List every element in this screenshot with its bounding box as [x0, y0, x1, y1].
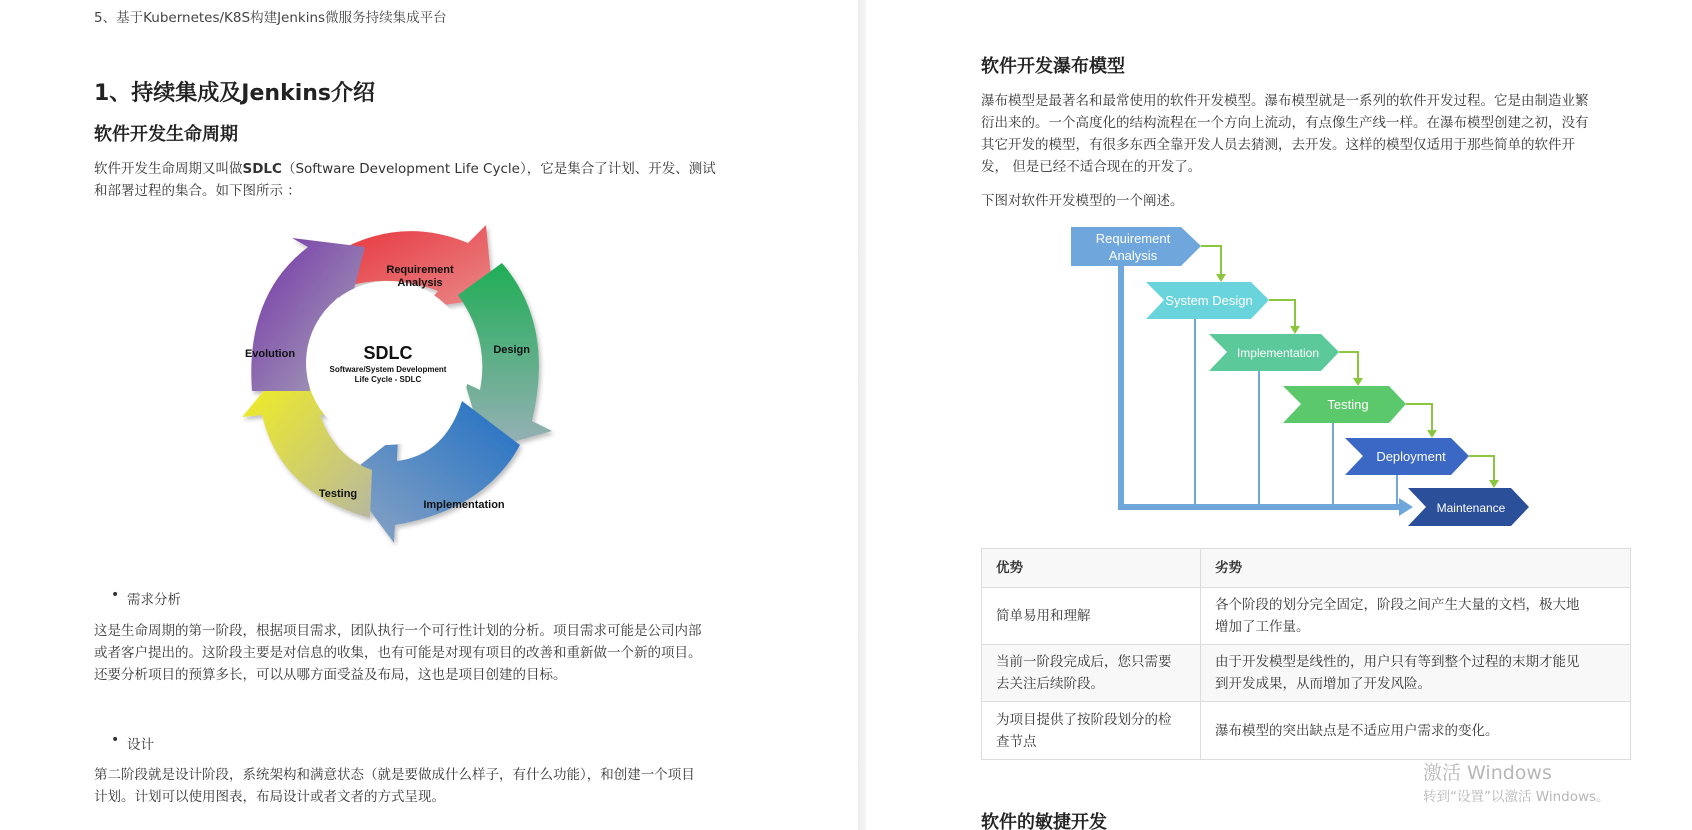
waterfall-connector-arrow-2: [1290, 326, 1300, 334]
waterfall-connector-2: [1269, 300, 1295, 330]
subsection-title-text: 软件开发生命周期: [94, 124, 238, 145]
sdlc-label-design: Design: [493, 344, 530, 356]
requirements-paragraph: [94, 620, 754, 686]
waterfall-connector-arrow-1: [1216, 274, 1226, 282]
bullet-design: [127, 733, 787, 753]
section-title-text: 1、持续集成及Jenkins介绍: [94, 81, 376, 106]
right-page: [866, 0, 1692, 830]
waterfall-step-system-design-label: System Design: [1165, 293, 1253, 308]
table-header-disadvantages: 劣势: [1201, 549, 1631, 588]
table-row: [982, 702, 1631, 760]
waterfall-connector-5: [1469, 456, 1494, 484]
req-line-1: 这是生命周期的第一阶段，根据项目需求，团队执行一个可行性计划的分析。项目需求可能是公司内部: [94, 623, 702, 639]
diagram-caption: [981, 190, 1646, 212]
sdlc-label-requirement-2: Analysis: [397, 277, 443, 289]
wf-line-3: 其它开发的模型，有很多东西全靠开发人员去猜测，去开发。这样的模型仅适用于那些简单的软件开: [981, 137, 1575, 153]
windows-activation-title: 激活 Windows: [1423, 762, 1552, 784]
table-cell-line: 简单易用和理解: [996, 608, 1091, 624]
req-line-2: 或者客户提出的。这阶段主要是对信息的收集，也有可能是对现有项目的改善和重新做一个新的项目。: [94, 645, 702, 661]
table-cell-disadvantage: [1201, 702, 1631, 760]
wf-line-1: 瀑布模型是最著名和最常使用的软件开发模型。瀑布模型就是一系列的软件开发过程。它是由制造业繁: [981, 93, 1589, 109]
sdlc-center-sub1: Software/System Development: [329, 365, 447, 374]
table-cell-line: 瀑布模型的突出缺点是不适应用户需求的变化。: [1215, 722, 1499, 739]
table-cell-advantage: [982, 588, 1201, 645]
breadcrumb: 5、基于Kubernetes/K8S构建Jenkins微服务持续集成平台: [94, 10, 447, 26]
waterfall-step-implementation-label: Implementation: [1236, 346, 1320, 360]
waterfall-step-testing-label: Testing: [1327, 397, 1369, 412]
waterfall-connector-1: [1201, 246, 1221, 278]
subsection-title: [94, 120, 754, 146]
waterfall-connector-4: [1406, 404, 1432, 434]
table-cell-line: 当前一阶段完成后，您只需要: [996, 654, 1172, 670]
bullet-requirements-text: • 需求分析: [127, 592, 181, 608]
section-title: [94, 76, 754, 107]
waterfall-step-maintenance-label: Maintenance: [1436, 501, 1506, 515]
table-cell-line: 去关注后续阶段。: [996, 676, 1104, 692]
diagram-caption-text: 下图对软件开发模型的一个阐述。: [981, 193, 1184, 209]
table-cell-line: 查节点: [996, 733, 1037, 750]
req-line-3: 还要分析项目的预算多长，可以从哪方面受益及布局，这也是项目创建的目标。: [94, 667, 567, 683]
waterfall-axis-arrowhead: [1399, 498, 1413, 516]
bullet-requirements: [127, 588, 787, 608]
table-row: [982, 645, 1631, 702]
agile-title: [981, 808, 1646, 830]
intro-bold: SDLC: [242, 161, 282, 177]
wf-line-2: 衍出来的。一个高度化的结构流程在一个方向上流动，有点像生产线一样。在瀑布模型创建之初，没有: [981, 115, 1589, 131]
waterfall-connector-3: [1339, 352, 1358, 382]
waterfall-paragraph: [981, 90, 1646, 178]
waterfall-title: [981, 52, 1646, 78]
design-paragraph: [94, 764, 754, 808]
wf-line-4: 发， 但是已经不适合现在的开发了。: [981, 159, 1202, 175]
intro-line-1: [94, 158, 754, 180]
windows-activation-hint: 转到“设置”以激活 Windows。: [1423, 789, 1610, 805]
waterfall-diagram: [1051, 222, 1531, 534]
sdlc-label-testing: Testing: [318, 488, 358, 500]
design-line-1: 第二阶段就是设计阶段，系统架构和满意状态（就是要做成什么样子，有什么功能），和创建一个项目: [94, 767, 695, 783]
sdlc-label-implementation: Implementation: [423, 499, 505, 511]
sdlc-label-evolution: Evolution: [244, 348, 296, 360]
intro-prefix: 软件开发生命周期又叫做: [94, 161, 243, 177]
bullet-design-text: • 设计: [127, 737, 154, 753]
intro-line-2: 和部署过程的集合。如下图所示 ：: [94, 183, 301, 199]
waterfall-step-requirement-label-2: Analysis: [1108, 248, 1158, 263]
waterfall-title-text: 软件开发瀑布模型: [981, 56, 1125, 77]
sdlc-label-requirement-1: Requirement: [386, 264, 454, 276]
table-cell-line: 增加了工作量。: [1215, 619, 1310, 635]
sdlc-diagram: [240, 225, 580, 555]
table-cell-line: 各个阶段的划分完全固定，阶段之间产生大量的文档，极大地: [1215, 597, 1580, 613]
waterfall-connector-arrow-5: [1489, 480, 1499, 488]
agile-title-text: 软件的敏捷开发: [981, 812, 1107, 830]
table-header-advantages: 优势: [982, 549, 1201, 588]
intro-paragraph: [94, 158, 754, 202]
design-line-2: 计划。计划可以使用图表，布局设计或者文者的方式呈现。: [94, 789, 445, 805]
intro-rest: （Software Development Life Cycle），它是集合了计划、开发、测试: [281, 161, 716, 177]
pros-cons-table: [981, 548, 1631, 760]
table-cell-disadvantage: [1201, 588, 1631, 645]
table-cell-disadvantage: [1201, 645, 1631, 702]
table-cell-line: 为项目提供了按阶段划分的检: [996, 711, 1172, 728]
table-header-row: [982, 549, 1631, 588]
table-cell-advantage: [982, 702, 1201, 760]
waterfall-connector-arrow-3: [1353, 378, 1363, 386]
sdlc-center-title: SDLC: [363, 343, 413, 363]
table-cell-line: 到开发成果，从而增加了开发风险。: [1215, 676, 1431, 692]
table-row: [982, 588, 1631, 645]
sdlc-center-sub2: Life Cycle - SDLC: [354, 375, 422, 384]
waterfall-step-requirement-label-1: Requirement: [1095, 231, 1171, 246]
page-gutter: [858, 0, 866, 830]
table-cell-line: 由于开发模型是线性的，用户只有等到整个过程的末期才能见: [1215, 654, 1580, 670]
waterfall-step-deployment-label: Deployment: [1376, 449, 1446, 464]
waterfall-connector-arrow-4: [1427, 430, 1437, 438]
table-cell-advantage: [982, 645, 1201, 702]
